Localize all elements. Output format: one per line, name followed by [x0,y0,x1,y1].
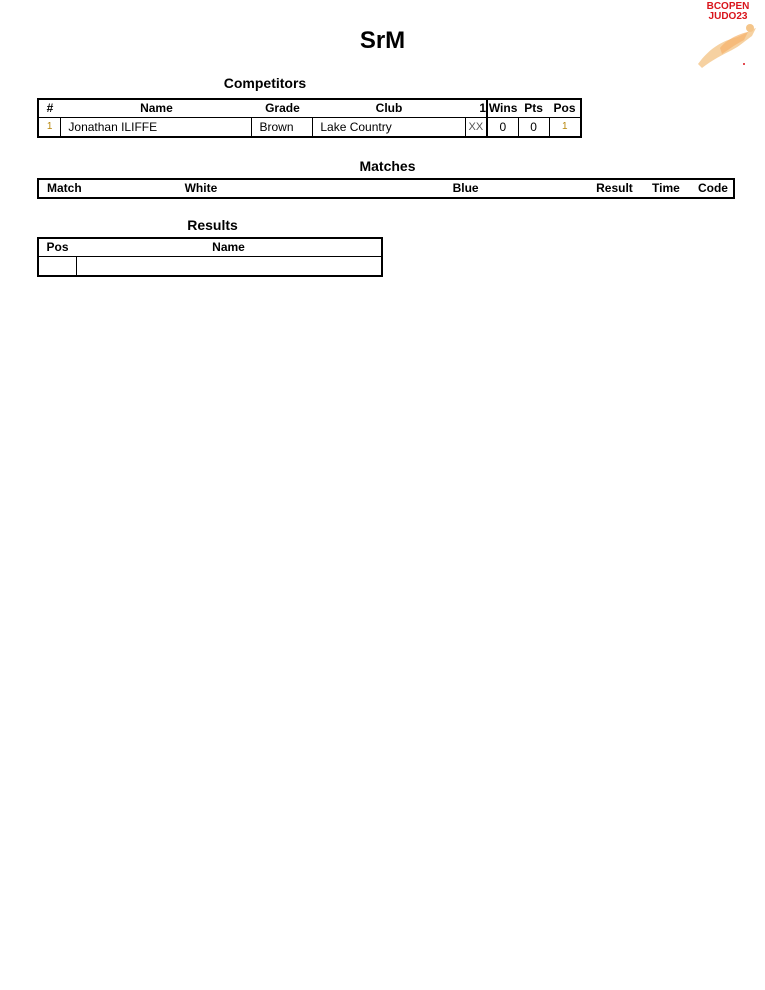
col-header-pos: Pos [553,101,576,115]
logo-line-1: BCOPEN [706,1,750,12]
results-heading: Results [187,217,238,233]
matches-header-row [38,179,734,198]
round-1-cell: XX [465,118,487,138]
table-row [38,118,581,138]
logo-line-2: JUDO23 [708,11,748,22]
col-header-club: Club [375,101,403,115]
competitors-heading: Competitors [223,75,307,91]
competitor-number: 1 [38,118,61,138]
col-header-result-name: Name [212,240,245,254]
competitors-table [37,98,582,138]
col-header-number: # [46,101,54,115]
results-header-row [38,238,382,257]
col-header-match: Match [47,181,82,195]
table-row [38,257,382,277]
competitor-grade: Brown [252,118,313,138]
result-name-cell [76,257,382,277]
competitor-wins: 0 [487,118,518,138]
page-title: SrM [359,27,406,54]
result-pos-cell [38,257,76,277]
col-header-result: Result [596,181,633,195]
competitor-pts: 0 [518,118,549,138]
results-table [37,237,383,277]
col-header-wins: Wins [487,99,518,118]
competitor-name: Jonathan ILIFFE [61,118,252,138]
col-header-result-pos: Pos [46,240,69,254]
matches-heading: Matches [359,158,416,174]
col-header-time: Time [652,181,680,195]
competitor-pos: 1 [549,118,581,138]
competitors-header-row [38,99,581,118]
col-header-white: White [184,181,218,195]
competitor-club: Lake Country [313,118,465,138]
matches-table [37,178,735,199]
col-header-grade: Grade [265,101,300,115]
col-header-pts: Pts [524,101,543,115]
col-header-blue: Blue [452,181,479,195]
col-header-name: Name [140,101,173,115]
col-header-round-1: 1 [479,101,487,115]
col-header-code: Code [697,181,728,195]
